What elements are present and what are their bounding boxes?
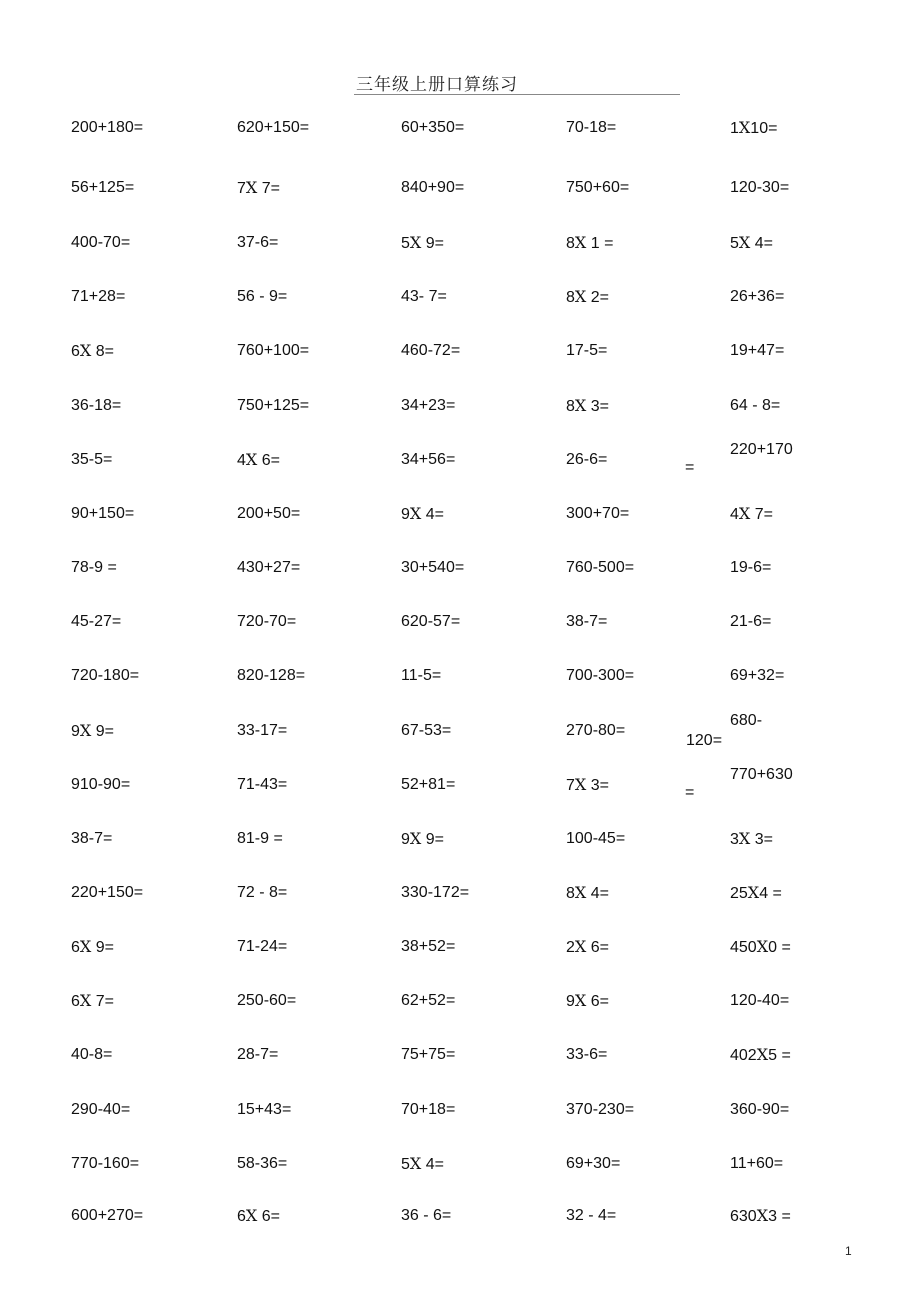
exercise-item: 450X0 =	[730, 937, 791, 956]
exercise-item: 8X 2=	[566, 287, 609, 306]
exercise-item: 820-128=	[237, 667, 306, 684]
exercise-item: 9X 6=	[566, 991, 609, 1010]
exercise-item: 45-27=	[71, 613, 122, 630]
exercise-item: 4X 6=	[237, 450, 280, 469]
exercise-item: 34+56=	[401, 451, 456, 468]
exercise-item: 1X10=	[730, 118, 778, 137]
exercise-item: 7X 7=	[237, 178, 280, 197]
exercise-item-top: 680-	[730, 712, 763, 729]
exercise-item: 3X 3=	[730, 829, 773, 848]
exercise-item: 72 - 8=	[237, 884, 288, 901]
exercise-item: 2X 6=	[566, 937, 609, 956]
exercise-item-wrap: =	[685, 459, 695, 476]
exercise-item-wrap: 120=	[686, 732, 723, 749]
exercise-item: 9X 4=	[401, 504, 444, 523]
exercise-item: 402X5 =	[730, 1045, 791, 1064]
exercise-item: 9X 9=	[401, 829, 444, 848]
exercise-item: 69+32=	[730, 667, 785, 684]
exercise-item: 38+52=	[401, 938, 456, 955]
exercise-item: 56+125=	[71, 179, 135, 196]
exercise-item: 81-9 =	[237, 830, 283, 847]
exercise-item: 400-70=	[71, 234, 131, 251]
exercise-item: 71+28=	[71, 288, 126, 305]
exercise-item: 43- 7=	[401, 288, 447, 305]
exercise-item: 750+60=	[566, 179, 630, 196]
exercise-item: 36 - 6=	[401, 1207, 452, 1224]
page-title: 三年级上册口算练习	[356, 75, 518, 95]
exercise-item: 67-53=	[401, 722, 452, 739]
exercise-item: 21-6=	[730, 613, 772, 630]
exercise-item: 9X 9=	[71, 721, 114, 740]
exercise-item: 19-6=	[730, 559, 772, 576]
exercise-item: 220+150=	[71, 884, 144, 901]
exercise-item: 28-7=	[237, 1046, 279, 1063]
exercise-item: 15+43=	[237, 1101, 292, 1118]
exercise-item: 58-36=	[237, 1155, 288, 1172]
exercise-item: 600+270=	[71, 1207, 144, 1224]
page-number: 1	[845, 1244, 852, 1258]
exercise-item: 32 - 4=	[566, 1207, 617, 1224]
exercise-item: 25X4 =	[730, 883, 782, 902]
exercise-item: 200+50=	[237, 505, 301, 522]
exercise-item-top: 220+170	[730, 441, 793, 458]
exercise-item: 290-40=	[71, 1101, 131, 1118]
exercise-item: 720-70=	[237, 613, 297, 630]
exercise-item: 78-9 =	[71, 559, 117, 576]
exercise-item: 60+350=	[401, 119, 465, 136]
exercise-item: 56 - 9=	[237, 288, 288, 305]
exercise-item: 8X 4=	[566, 883, 609, 902]
exercise-item: 7X 3=	[566, 775, 609, 794]
exercise-item: 120-30=	[730, 179, 790, 196]
exercise-item: 120-40=	[730, 992, 790, 1009]
exercise-item: 750+125=	[237, 397, 310, 414]
exercise-item: 8X 1 =	[566, 233, 614, 252]
exercise-item: 5X 4=	[401, 1154, 444, 1173]
exercise-item: 30+540=	[401, 559, 465, 576]
exercise-item: 26-6=	[566, 451, 608, 468]
exercise-item: 70-18=	[566, 119, 617, 136]
exercise-item: 33-6=	[566, 1046, 608, 1063]
exercise-item-wrap: =	[685, 784, 695, 801]
exercise-item: 620+150=	[237, 119, 310, 136]
exercise-item: 37-6=	[237, 234, 279, 251]
exercise-item: 38-7=	[566, 613, 608, 630]
exercise-item: 71-24=	[237, 938, 288, 955]
exercise-item: 840+90=	[401, 179, 465, 196]
exercise-item: 200+180=	[71, 119, 144, 136]
exercise-item: 6X 7=	[71, 991, 114, 1010]
exercise-item: 64 - 8=	[730, 397, 781, 414]
exercise-item: 33-17=	[237, 722, 288, 739]
exercise-item: 770-160=	[71, 1155, 140, 1172]
exercise-item: 19+47=	[730, 342, 785, 359]
exercise-item: 35-5=	[71, 451, 113, 468]
exercise-item: 370-230=	[566, 1101, 635, 1118]
exercise-item: 460-72=	[401, 342, 461, 359]
exercise-item: 250-60=	[237, 992, 297, 1009]
exercise-item: 6X 8=	[71, 341, 114, 360]
exercise-item: 6X 9=	[71, 937, 114, 956]
exercise-item: 330-172=	[401, 884, 470, 901]
exercise-item: 760-500=	[566, 559, 635, 576]
exercise-item: 620-57=	[401, 613, 461, 630]
exercise-item: 5X 9=	[401, 233, 444, 252]
exercise-item: 26+36=	[730, 288, 785, 305]
exercise-item: 71-43=	[237, 776, 288, 793]
exercise-item: 62+52=	[401, 992, 456, 1009]
exercise-item: 38-7=	[71, 830, 113, 847]
exercise-item: 8X 3=	[566, 396, 609, 415]
exercise-item: 6X 6=	[237, 1206, 280, 1225]
exercise-item: 34+23=	[401, 397, 456, 414]
exercise-item: 5X 4=	[730, 233, 773, 252]
exercise-item: 4X 7=	[730, 504, 773, 523]
exercise-item: 630X3 =	[730, 1206, 791, 1225]
exercise-item: 430+27=	[237, 559, 301, 576]
exercise-item: 75+75=	[401, 1046, 456, 1063]
exercise-item: 700-300=	[566, 667, 635, 684]
exercise-item: 17-5=	[566, 342, 608, 359]
exercise-item: 69+30=	[566, 1155, 621, 1172]
exercise-item: 360-90=	[730, 1101, 790, 1118]
exercise-item-top: 770+630	[730, 766, 793, 783]
exercise-item: 70+18=	[401, 1101, 456, 1118]
exercise-item: 11-5=	[401, 667, 442, 684]
exercise-item: 52+81=	[401, 776, 456, 793]
exercise-item: 760+100=	[237, 342, 310, 359]
exercise-item: 40-8=	[71, 1046, 113, 1063]
exercise-item: 270-80=	[566, 722, 626, 739]
exercise-item: 11+60=	[730, 1155, 784, 1172]
exercise-item: 100-45=	[566, 830, 626, 847]
exercise-item: 300+70=	[566, 505, 630, 522]
exercise-item: 720-180=	[71, 667, 140, 684]
exercise-item: 36-18=	[71, 397, 122, 414]
exercise-item: 910-90=	[71, 776, 131, 793]
exercise-item: 90+150=	[71, 505, 135, 522]
